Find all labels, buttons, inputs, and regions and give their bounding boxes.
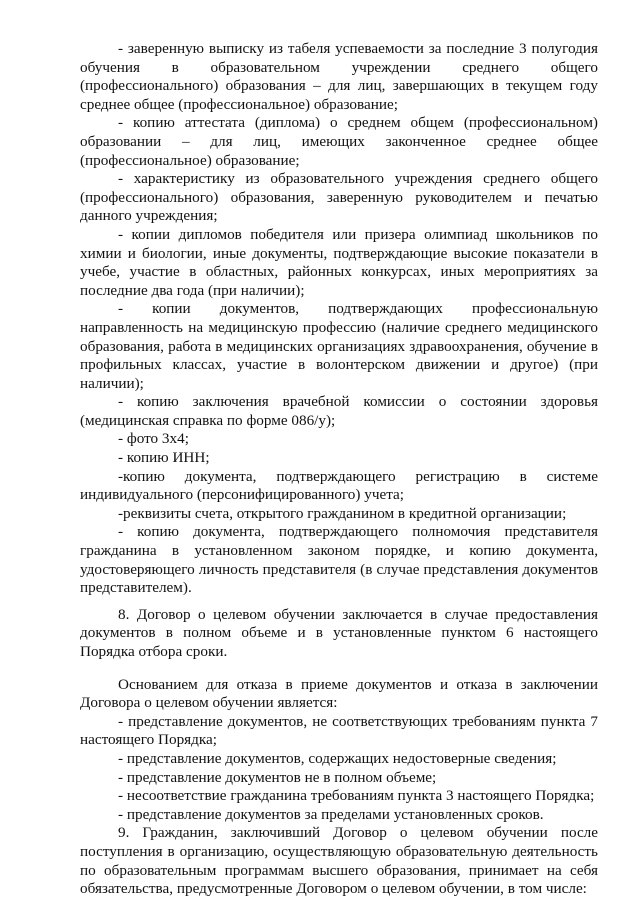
paragraph-registration-document: -копию документа, подтверждающего регистрацию в системе индивидуального (персонифицированного) учета; — [80, 467, 598, 504]
paragraph-representative-documents: - копию документа, подтверждающего полномочия представителя гражданина в установленном законом порядке, и копию документа, удостоверяющего личность представителя (в случае представления документов представителем). — [80, 523, 598, 597]
paragraph-photo: - фото 3х4; — [118, 430, 189, 448]
paragraph-inn: - копию ИНН; — [118, 449, 210, 467]
paragraph-transcript-extract: - заверенную выписку из табеля успеваемости за последние 3 полугодия обучения в образовательном учреждении среднего общего (профессионального) образования – для лиц, завершающих в текущем году среднее общее (профессиональное) образование; — [80, 40, 598, 113]
paragraph-refusal-grounds: Основанием для отказа в приеме документов и отказа в заключении Договора о целевом обучении является: — [80, 675, 598, 712]
document-page — [80, 40, 598, 899]
paragraph-certificate-copy: - копию аттестата (диплома) о среднем общем (профессиональном) образовании – для лиц, имеющих законченное среднее общее (профессиональное) образование; — [80, 114, 598, 169]
paragraph-bank-details: -реквизиты счета, открытого гражданином в кредитной организации; — [118, 504, 567, 522]
paragraph-medical-certificate: - копию заключения врачебной комиссии о состоянии здоровья (медицинская справка по форме 086/у); — [80, 393, 598, 429]
paragraph-school-reference: - характеристику из образовательного учреждения среднего общего (профессионального) образования, заверенную руководителем и печатью данного учреждения; — [80, 170, 598, 225]
paragraph-refusal-noncompliant: - представление документов, не соответствующих требованиям пункта 7 настоящего Порядка; — [80, 712, 598, 749]
paragraph-olympiad-diplomas: - копии дипломов победителя или призера олимпиад школьников по химии и биологии, иные документы, подтверждающие высокие показатели в учебе, участие в областных, районных конкурсах, иных мероприятиях за последние два года (при наличии); — [80, 225, 598, 299]
paragraph-item-9: 9. Гражданин, заключивший Договор о целевом обучении после поступления в организацию, осуществляющую образовательную деятельность по образовательным программам высшего образования, принимает на себя обязательства, предусмотренные Договором о целевом обучении, в том числе: — [80, 824, 598, 898]
paragraph-refusal-requirements: - несоответствие гражданина требованиям пункта 3 настоящего Порядка; — [118, 787, 595, 805]
paragraph-item-8: 8. Договор о целевом обучении заключается в случае предоставления документов в полном объеме и в установленные пунктом 6 настоящего Порядка отбора сроки. — [80, 605, 598, 660]
paragraph-refusal-deadline: - представление документов за пределами установленных сроков. — [118, 805, 544, 823]
paragraph-medical-orientation: - копии документов, подтверждающих профессиональную направленность на медицинскую профессию (наличие среднего медицинского образования, работа в медицинских организациях здравоохранения, обучение в профильных классах, участие в волонтерском движении и другое) (при наличии); — [80, 300, 598, 392]
paragraph-refusal-incomplete: - представление документов не в полном объеме; — [118, 768, 437, 786]
paragraph-refusal-false-info: - представление документов, содержащих недостоверные сведения; — [118, 749, 557, 767]
